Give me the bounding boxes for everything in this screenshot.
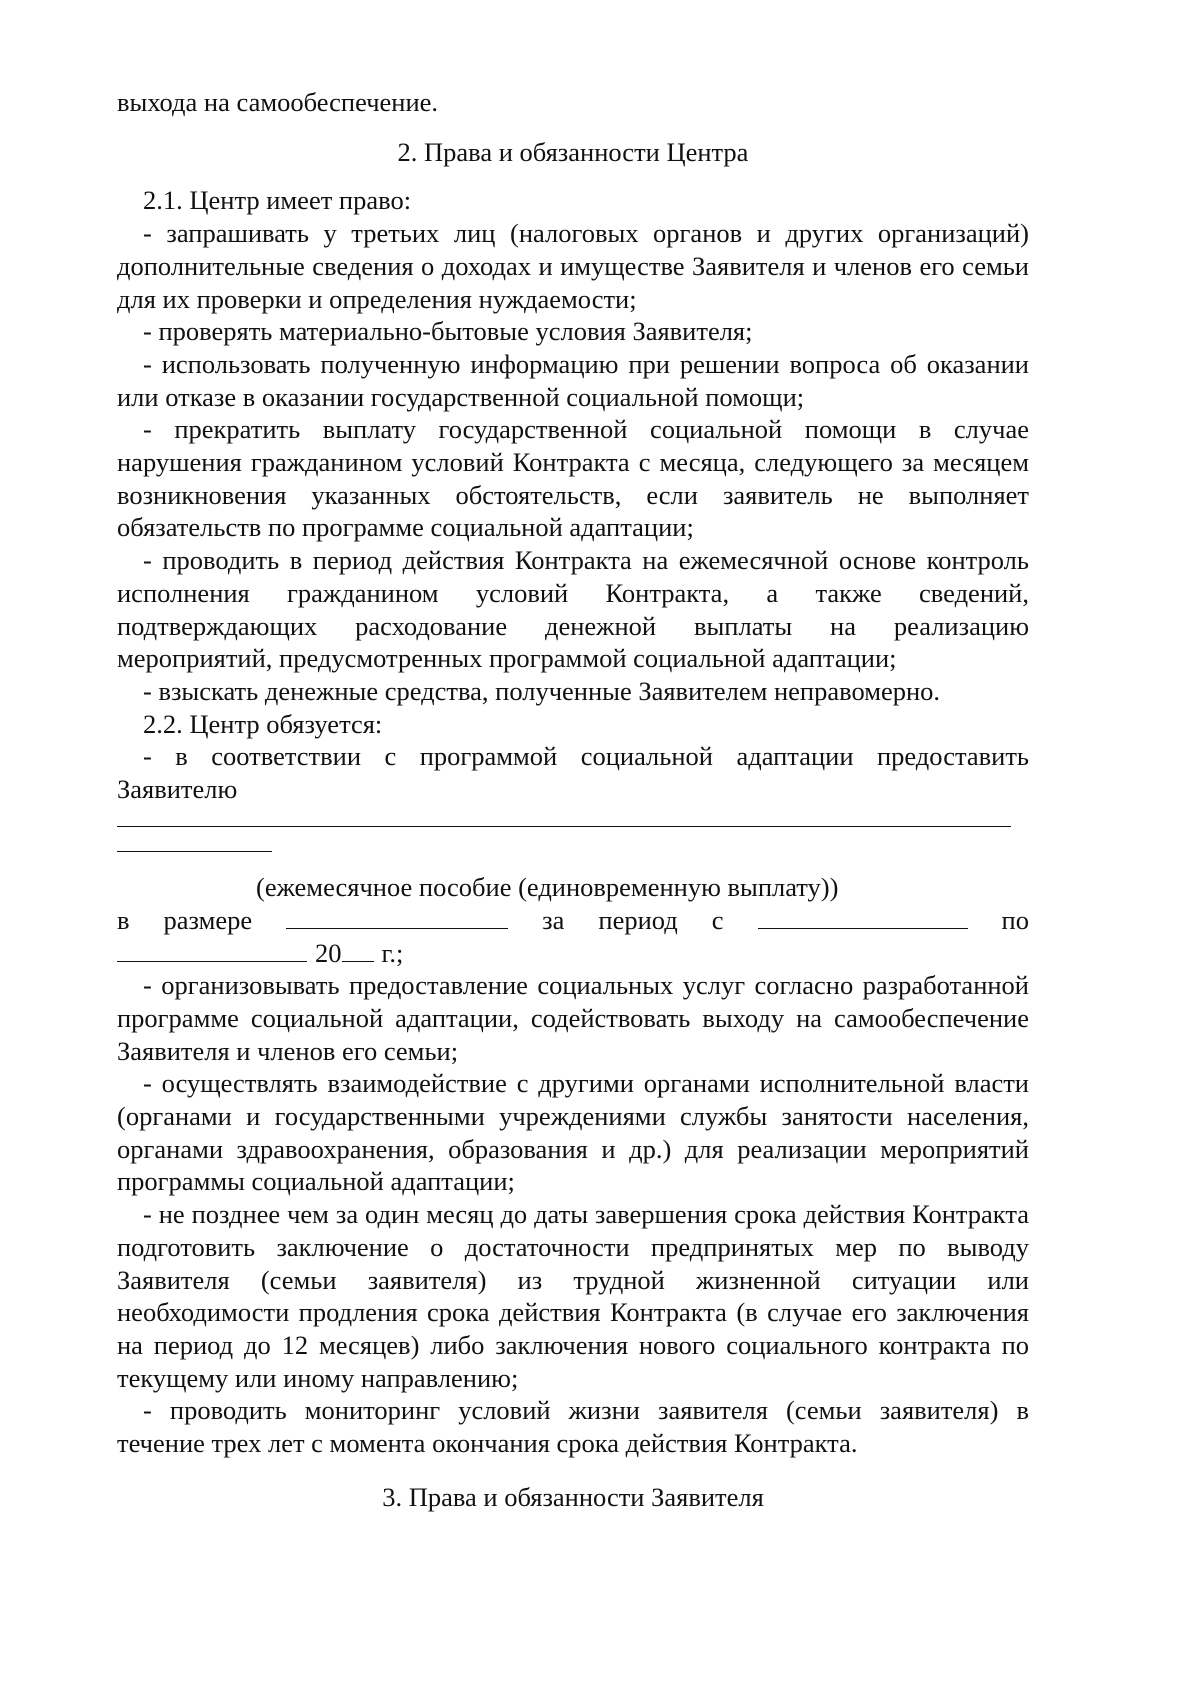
amount-word: период bbox=[598, 904, 678, 935]
right-item: - взыскать денежные средства, полученные Заявителем неправомерно. bbox=[143, 675, 941, 706]
amount-word: размере bbox=[163, 904, 253, 935]
period-end-blank bbox=[117, 937, 307, 962]
right-item: - использовать полученную информацию при решении вопроса об оказании или отказе в оказании государственной социальной помощи; bbox=[117, 348, 1029, 412]
duty-item: - проводить мониторинг условий жизни заявителя (семьи заявителя) в течение трех лет с момента окончания срока действия Контракта. bbox=[117, 1395, 1029, 1459]
duty-item: - не позднее чем за один месяц до даты завершения срока действия Контракта подготовить заключение о достаточности предпринятых мер по выводу Заявителя (семьи заявителя) из трудной жизненной ситуации или необходимости продления срока действия Контракта (в случае его заключения на период до 12 месяцев) либо заключения нового социального контракта по текущему или иному направлению; bbox=[117, 1199, 1029, 1393]
blank-field-line bbox=[117, 806, 1029, 839]
year-prefix: 20 bbox=[315, 937, 342, 968]
blank-underline-short bbox=[117, 851, 272, 852]
amount-word: в bbox=[117, 904, 130, 935]
amount-word: за bbox=[542, 904, 565, 935]
duty-item: - осуществлять взаимодействие с другими органами исполнительной власти (органами и государственными учреждениями службы занятости населения, органами здравоохранения, образования и др.) для реализации мероприятий программы социальной адаптации; bbox=[117, 1068, 1029, 1197]
year-suffix: г.; bbox=[381, 937, 404, 968]
right-item: - проводить в период действия Контракта на ежемесячной основе контроль исполнения гражданином условий Контракта, а также сведений, подтверждающих расходование денежной выплаты на реализацию мероприятий, предусмотренных программой социальной адаптации; bbox=[117, 545, 1029, 674]
amount-word: по bbox=[1001, 904, 1029, 935]
right-item: - запрашивать у третьих лиц (налоговых органов и других организаций) дополнительные сведения о доходах и имуществе Заявителя и членов его семьи для их проверки и определения нуждаемости; bbox=[117, 218, 1029, 314]
duty-item-first: - в соответствии с программой социальной адаптации предоставить Заявителю bbox=[117, 741, 1029, 805]
year-blank bbox=[342, 937, 374, 962]
blank-caption: (ежемесячное пособие (единовременную выплату)) bbox=[256, 872, 839, 903]
period-start-blank bbox=[758, 904, 968, 929]
amount-period-line bbox=[117, 904, 1029, 937]
intro-tail: выхода на самообеспечение. bbox=[117, 87, 439, 117]
clause-2-1: 2.1. Центр имеет право: bbox=[143, 185, 412, 216]
document-page bbox=[117, 86, 1029, 1514]
section-2-heading: 2. Права и обязанности Центра bbox=[397, 136, 749, 167]
right-item: - проверять материально-бытовые условия Заявителя; bbox=[143, 316, 753, 347]
period-end-line bbox=[117, 937, 1029, 970]
section-3-heading: 3. Права и обязанности Заявителя bbox=[382, 1481, 764, 1512]
blank-underline-long bbox=[117, 826, 1011, 827]
blank-field-line bbox=[117, 838, 1029, 871]
amount-blank bbox=[286, 904, 508, 929]
duty-item: - организовывать предоставление социальных услуг согласно разработанной программе социальной адаптации, содействовать выходу на самообеспечение Заявителя и членов его семьи; bbox=[117, 970, 1029, 1066]
right-item: - прекратить выплату государственной социальной помощи в случае нарушения гражданином условий Контракта с месяца, следующего за месяцем возникновения указанных обстоятельств, если заявитель не выполняет обязательств по программе социальной адаптации; bbox=[117, 414, 1029, 543]
amount-word: с bbox=[711, 904, 724, 935]
clause-2-2: 2.2. Центр обязуется: bbox=[143, 708, 383, 739]
